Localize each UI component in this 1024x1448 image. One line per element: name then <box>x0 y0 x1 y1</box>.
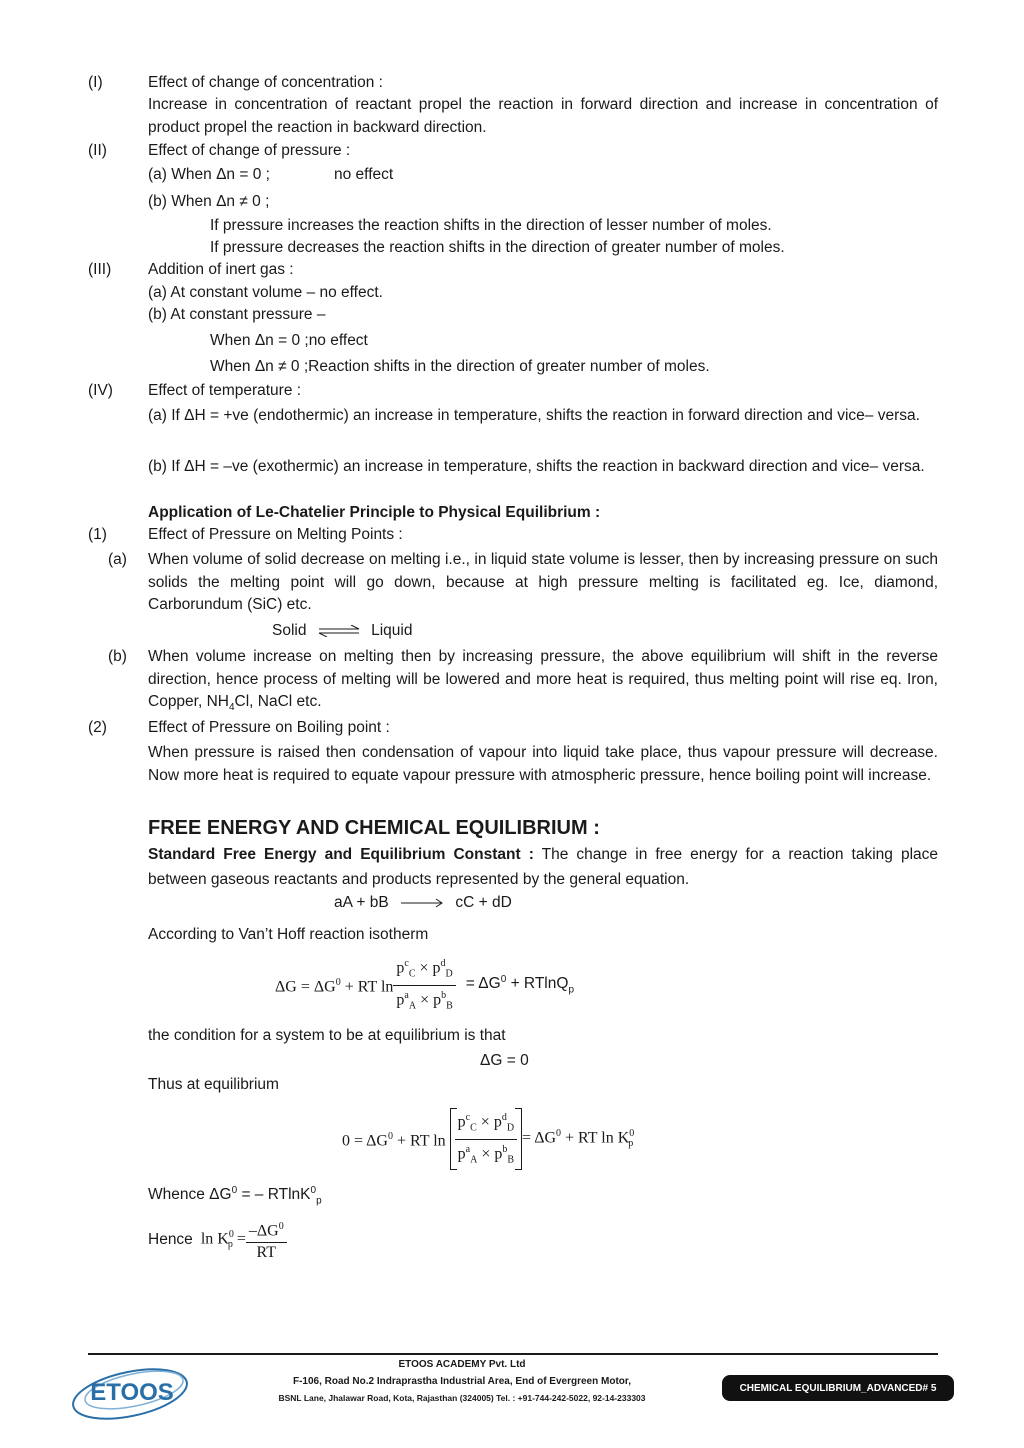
section-num-4: (IV) <box>88 382 113 399</box>
solid-liquid-equation: Solid Liquid <box>272 622 413 639</box>
melting-point-title: Effect of Pressure on Melting Points : <box>148 526 403 543</box>
svg-text:ETOOS: ETOOS <box>90 1379 174 1406</box>
equilibrium-arrow-icon <box>317 625 361 637</box>
physical-equilibrium-heading: Application of Le-Chatelier Principle to Physical Equilibrium : <box>148 504 601 521</box>
melting-num-b: (b) <box>108 648 127 665</box>
standard-free-energy-paragraph: Standard Free Energy and Equilibrium Constant : The change in free energy for a reaction taking place between gaseous reactants and products represented by the general equation. <box>148 846 939 888</box>
temperature-case-a: (a) If ΔH = +ve (endothermic) an increase in temperature, shifts the reaction in forward direction and vice– versa. <box>148 407 920 424</box>
section-title-temperature: Effect of temperature : <box>148 382 302 399</box>
temperature-case-b: (b) If ΔH = –ve (exothermic) an increase in temperature, shifts the reaction in backward direction and vice– versa. <box>148 458 925 475</box>
general-equation: aA + bB cC + dD <box>334 894 512 911</box>
melting-num-a: (a) <box>108 551 127 568</box>
vant-hoff-line: According to Van’t Hoff reaction isotherm <box>148 926 429 943</box>
melting-body-b: When volume increase on melting then by increasing pressure, the above equilibrium will shift in the reverse direction, hence process of melting will be lowered and more heat is required, thus melting point will rise eq. Iron, Copper, $NH_4Cl$, NaCl etc. <box>148 648 938 714</box>
melting-body-a: When volume of solid decrease on melting i.e., in liquid state volume is lesser, then by increasing pressure on such solids the melting point will go down, because at high pressure melting is facilitated eg. Ice, diamond, Carborundum (SiC) etc. <box>148 551 938 613</box>
concentration-body: Increase in concentration of reactant propel the reaction in forward direction and increase in concentration of product propel the reaction in backward direction. <box>148 96 938 136</box>
inert-gas-when-1: When Δn = 0 ;no effect <box>210 332 368 349</box>
forward-arrow-icon <box>399 897 445 909</box>
hence-fraction: $\frac{-\Delta G^0}{RT}$ <box>246 1217 287 1262</box>
inert-gas-volume: (a) At constant volume – no effect. <box>148 284 383 301</box>
page-badge: CHEMICAL EQUILIBRIUM_ADVANCED# 5 <box>722 1375 954 1401</box>
footer-address-1: F-106, Road No.2 Indraprastha Industrial Area, End of Evergreen Motor, <box>292 1376 632 1387</box>
whence-line: Whence $\Delta G^0$ = – RTlnK$^0_p$ <box>148 1185 322 1207</box>
inert-gas-when-2: When Δn ≠ 0 ;Reaction shifts in the direction of greater number of moles. <box>210 358 710 375</box>
isotherm-equation: $\Delta G = \Delta G^0$ + RT ln $\frac{p^c_C \times p^d_D}{p^a_A \times p^b_B}$ = $\Delta G^0 + RTlnQ_p$ <box>275 960 574 1010</box>
footer-rule <box>88 1353 938 1355</box>
pressure-case-a-result: no effect <box>334 166 394 183</box>
footer-company: ETOOS ACADEMY Pvt. Ltd <box>398 1359 526 1370</box>
physical-num-1: (1) <box>88 526 107 543</box>
section-num-3: (III) <box>88 261 112 278</box>
thus-at-equilibrium: Thus at equilibrium <box>148 1076 279 1093</box>
free-energy-heading: FREE ENERGY AND CHEMICAL EQUILIBRIUM : <box>148 817 600 839</box>
inert-gas-pressure: (b) At constant pressure – <box>148 306 326 323</box>
pressure-decrease-line: If pressure decreases the reaction shifts in the direction of greater number of moles. <box>210 239 785 256</box>
section-num-2: (II) <box>88 142 107 159</box>
section-title-pressure: Effect of change of pressure : <box>148 142 351 159</box>
section-title-concentration: Effect of change of concentration : <box>148 74 383 91</box>
pressure-increase-line: If pressure increases the reaction shifts in the direction of lesser number of moles. <box>210 217 772 234</box>
hence-line: Hence $\ln K^0_p$ = $\frac{-\Delta G^0}{RT}$ <box>148 1214 287 1266</box>
pressure-case-b: (b) When Δn ≠ 0 ; <box>148 193 270 210</box>
pressure-case-a: (a) When Δn = 0 ; <box>148 166 270 183</box>
physical-num-2: (2) <box>88 719 107 736</box>
equilibrium-equation: $0 = \Delta G^0$ + RT ln $\frac{p^c_C \times p^d_D}{p^a_A \times p^b_B}$ = $\Delta G^0$ + RT $\ln K^0_p$ <box>342 1110 633 1168</box>
section-title-inert-gas: Addition of inert gas : <box>148 261 294 278</box>
quotient-fraction: $\frac{p^c_C \times p^d_D}{p^a_A \times p^b_B}$ <box>393 954 455 1016</box>
boiling-point-title: Effect of Pressure on Boiling point : <box>148 719 390 736</box>
delta-g-zero: ΔG = 0 <box>480 1052 529 1069</box>
equilibrium-condition-line: the condition for a system to be at equilibrium is that <box>148 1027 506 1044</box>
bracketed-fraction: $\frac{p^c_C \times p^d_D}{p^a_A \times p^b_B}$ <box>450 1108 522 1170</box>
footer-address-2: BSNL Lane, Jhalawar Road, Kota, Rajasthan (324005) Tel. : +91-744-242-5022, 92-14-233303 <box>278 1393 646 1403</box>
boiling-point-body: When pressure is raised then condensation of vapour into liquid take place, thus vapour pressure will decrease. Now more heat is required to equate vapour pressure with atmospheric pressure, hence boiling point will increase. <box>148 744 938 784</box>
section-num-1: (I) <box>88 74 103 91</box>
